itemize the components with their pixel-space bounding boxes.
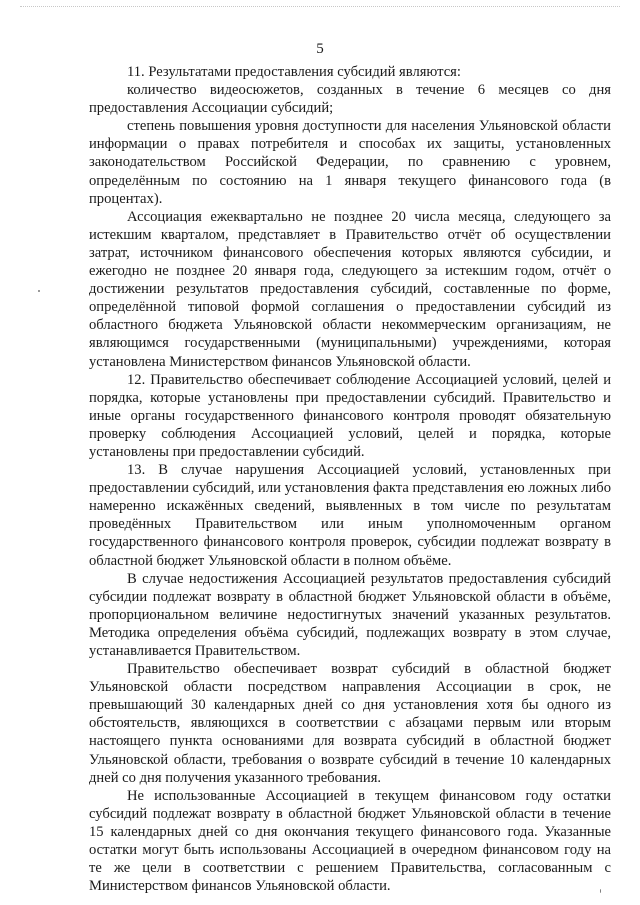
paragraph-12: 12. Правительство обеспечивает соблюдение Ассоциацией условий, целей и порядка, которые установлены при предоставлении субсидий. Правительство и иные органы государственного финансового контроля проводят обязательную проверку соблюдения Ассоциацией условий, целей и порядка, которые установлены при предоставлении субсидий. bbox=[89, 371, 611, 460]
scan-speck bbox=[38, 290, 40, 292]
scan-speck bbox=[600, 889, 601, 893]
paragraph-unused-balances: Не использованные Ассоциацией в текущем финансовом году остатки субсидий подлежат возврату в областной бюджет Ульяновской области в течение 15 календарных дней со дня окончания текущего финансового года. Указанные остатки могут быть использованы Ассоциацией в очередном финансовом году на те же цели в соответствии с решением Правительства, согласованным с Министерством финансов Ульяновской области. bbox=[89, 787, 611, 895]
page-number: 5 bbox=[316, 41, 324, 57]
document-body bbox=[89, 63, 611, 895]
paragraph-result-accessibility: степень повышения уровня доступности для населения Ульяновской области информации о правах потребителя и способах их защиты, установленных законодательством Российской Федерации, по сравнению с уровнем, определённым по состоянию на 1 января текущего финансового года (в процентах). bbox=[89, 118, 611, 207]
paragraph-underachievement: В случае недостижения Ассоциацией результатов предоставления субсидий субсидии подлежат возврату в областной бюджет Ульяновской области в объёме, пропорциональном величине недостигнутых значений указанных результатов. Методика определения объёма субсидий, подлежащих возврату в этом случае, устанавливается Правительством. bbox=[89, 570, 611, 659]
paragraph-quarterly-report: Ассоциация ежеквартально не позднее 20 числа месяца, следующего за истекшим кварталом, представляет в Правительство отчёт об осуществлении затрат, источником финансового обеспечения которых являются субсидии, и ежегодно не позднее 20 января года, следующего за истекшим годом, отчёт о достижении результатов предоставления субсидий, составленные по форме, определённой типовой формой соглашения о предоставлении субсидий из областного бюджета Ульяновской области некоммерческим организациям, не являющимся государственными (муниципальными) учреждениями, которая установлена Министерством финансов Ульяновской области. bbox=[89, 208, 611, 370]
scan-top-edge bbox=[20, 6, 620, 7]
paragraph-13: 13. В случае нарушения Ассоциацией условий, установленных при предоставлении субсидий, или установления факта представления ею ложных либо намеренно искажённых сведений, выявленных в том числе по результатам проведённых Правительством или иным уполномоченным органом государственного финансового контроля проверок, субсидии подлежат возврату в областной бюджет Ульяновской области в полном объёме. bbox=[89, 462, 611, 569]
paragraph-return-procedure: Правительство обеспечивает возврат субсидий в областной бюджет Ульяновской области посредством направления Ассоциации в срок, не превышающий 30 календарных дней со дня установления хотя бы одного из обстоятельств, являющихся в соответствии с абзацами первым или вторым настоящего пункта основаниями для возврата субсидий в областной бюджет Ульяновской области, требования о возврате субсидий в течение 10 календарных дней со дня получения указанного требования. bbox=[89, 661, 611, 786]
paragraph-result-videos: количество видеосюжетов, созданных в течение 6 месяцев со дня предоставления Ассоциации субсидий; bbox=[89, 82, 611, 117]
paragraph-11-heading: 11. Результатами предоставления субсидий являются: bbox=[127, 64, 461, 80]
